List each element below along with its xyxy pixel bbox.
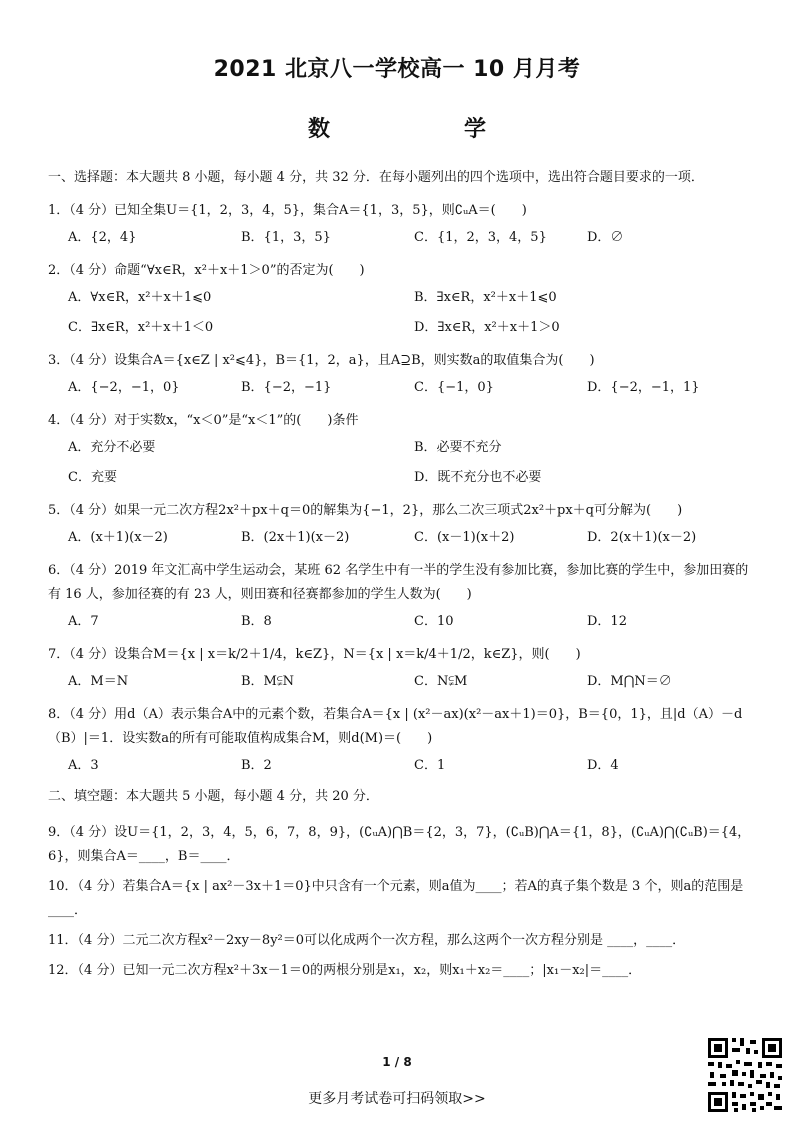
option-b: B．{1，3，5}: [241, 230, 331, 245]
question-stem: 8．（4 分）用d（A）表示集合A中的元素个数，若集合A＝{x | (x²－ax)(x²－ax＋1)＝0}，B＝{0，1}，且|d（A）－d（B）|＝1．设实数a的所有可能取值构成集合M，则d(M)＝( ): [48, 707, 743, 746]
options: [48, 523, 760, 553]
option-b: B．∃x∈R，x²＋x＋1⩽0: [414, 290, 557, 305]
question-stem: 12．（4 分）已知一元二次方程x²＋3x－1＝0的两根分别是x₁，x₂，则x₁＋x₂＝____；|x₁－x₂|＝____．: [48, 963, 642, 978]
option-b: B．必要不充分: [414, 440, 502, 455]
exam-title: 2021 北京八一学校高一 10 月月考: [213, 57, 581, 82]
question-stem: 9．（4 分）设U＝{1，2，3，4，5，6，7，8，9}，(∁ᵤA)⋂B＝{2，3，7}，(∁ᵤB)⋂A＝{1，8}，(∁ᵤA)⋂(∁ᵤB)＝{4，6}，则集合A＝____，B＝____．: [48, 825, 751, 864]
option-a: A．(x＋1)(x－2): [68, 530, 168, 545]
question-6: [48, 559, 760, 637]
options: [48, 373, 760, 403]
qr-code-icon[interactable]: [706, 1036, 784, 1114]
option-b: B．2: [241, 758, 272, 773]
question-3: [48, 349, 760, 403]
option-a: A．3: [68, 758, 99, 773]
options: [48, 223, 760, 253]
option-d: D．4: [587, 758, 619, 773]
question-stem: 10．（4 分）若集合A＝{x | ax²－3x＋1＝0}中只含有一个元素，则a值为____；若A的真子集个数是 3 个，则a的范围是____．: [48, 879, 744, 918]
option-c: C．{−1，0}: [414, 380, 494, 395]
question-8: [48, 703, 760, 781]
option-a: A．∀x∈R，x²＋x＋1⩽0: [68, 290, 212, 305]
option-a: A．{−2，−1，0}: [68, 380, 180, 395]
option-c: C．{1，2，3，4，5}: [414, 230, 547, 245]
section-2-heading: 二、填空题：本大题共 5 小题，每小题 4 分，共 20 分．: [48, 789, 379, 804]
options: [48, 667, 760, 697]
option-b: B．8: [241, 614, 272, 629]
question-stem: 3．（4 分）设集合A＝{x∈Z | x²⩽4}，B＝{1，2，a}，且A⊇B，则实数a的取值集合为( ): [48, 353, 595, 368]
option-b: B．M⫋N: [241, 674, 294, 689]
question-stem: 4．（4 分）对于实数x，“x＜0”是“x＜1”的( )条件: [48, 413, 359, 428]
option-b: B．(2x＋1)(x－2): [241, 530, 350, 545]
option-c: C．1: [414, 758, 446, 773]
option-a: A．充分不必要: [68, 440, 156, 455]
option-c: C．N⫋M: [414, 674, 468, 689]
question-stem: 2．（4 分）命题“∀x∈R，x²＋x＋1＞0”的否定为( ): [48, 263, 365, 278]
question-2: [48, 259, 760, 343]
option-b: B．{−2，−1}: [241, 380, 332, 395]
option-d: D．{−2，−1，1}: [587, 380, 700, 395]
question-4: [48, 409, 760, 493]
option-c: C．充要: [68, 470, 117, 485]
option-d: D．既不充分也不必要: [414, 470, 542, 485]
question-9: [48, 821, 760, 869]
footer-note: 更多月考试卷可扫码领取>>: [308, 1091, 486, 1107]
section-1-heading: 一、选择题：本大题共 8 小题，每小题 4 分，共 32 分．在每小题列出的四个选项中，选出符合题目要求的一项．: [48, 170, 704, 185]
options: [48, 751, 760, 781]
question-10: [48, 875, 760, 923]
page-number: 1 / 8: [382, 1055, 412, 1069]
option-d: D．12: [587, 614, 627, 629]
option-a: A．{2，4}: [68, 230, 137, 245]
question-5: [48, 499, 760, 553]
question-stem: 6．（4 分）2019 年文汇高中学生运动会，某班 62 名学生中有一半的学生没有参加比赛，参加比赛的学生中，参加田赛的有 16 人，参加径赛的有 23 人，则田赛和径赛都参加的学生人数为( ): [48, 563, 749, 602]
option-c: C．10: [414, 614, 454, 629]
option-d: D．M⋂N＝∅: [587, 674, 672, 689]
option-d: D．∃x∈R，x²＋x＋1＞0: [414, 320, 560, 335]
question-11: [48, 929, 760, 953]
exam-content: [48, 168, 760, 989]
question-1: [48, 199, 760, 253]
question-stem: 7．（4 分）设集合M＝{x | x＝k/2＋1/4，k∈Z}，N＝{x | x＝k/4＋1/2，k∈Z}，则( ): [48, 647, 581, 662]
options: [48, 607, 760, 637]
question-7: [48, 643, 760, 697]
question-12: [48, 959, 760, 983]
options: [48, 283, 760, 343]
option-a: A．7: [68, 614, 99, 629]
subject-title: 数 学: [307, 117, 516, 142]
options: [48, 433, 760, 493]
option-c: C．(x－1)(x＋2): [414, 530, 515, 545]
question-stem: 1．（4 分）已知全集U＝{1，2，3，4，5}，集合A＝{1，3，5}，则∁ᵤA＝( ): [48, 203, 527, 218]
question-stem: 11．（4 分）二元二次方程x²－2xy－8y²＝0可以化成两个一次方程，那么这两个一次方程分别是 ____，____．: [48, 933, 686, 948]
option-a: A．M＝N: [68, 674, 129, 689]
option-d: D．2(x＋1)(x－2): [587, 530, 697, 545]
option-d: D．∅: [587, 230, 624, 245]
option-c: C．∃x∈R，x²＋x＋1＜0: [68, 320, 214, 335]
question-stem: 5．（4 分）如果一元二次方程2x²＋px＋q＝0的解集为{−1，2}，那么二次三项式2x²＋px＋q可分解为( ): [48, 503, 683, 518]
